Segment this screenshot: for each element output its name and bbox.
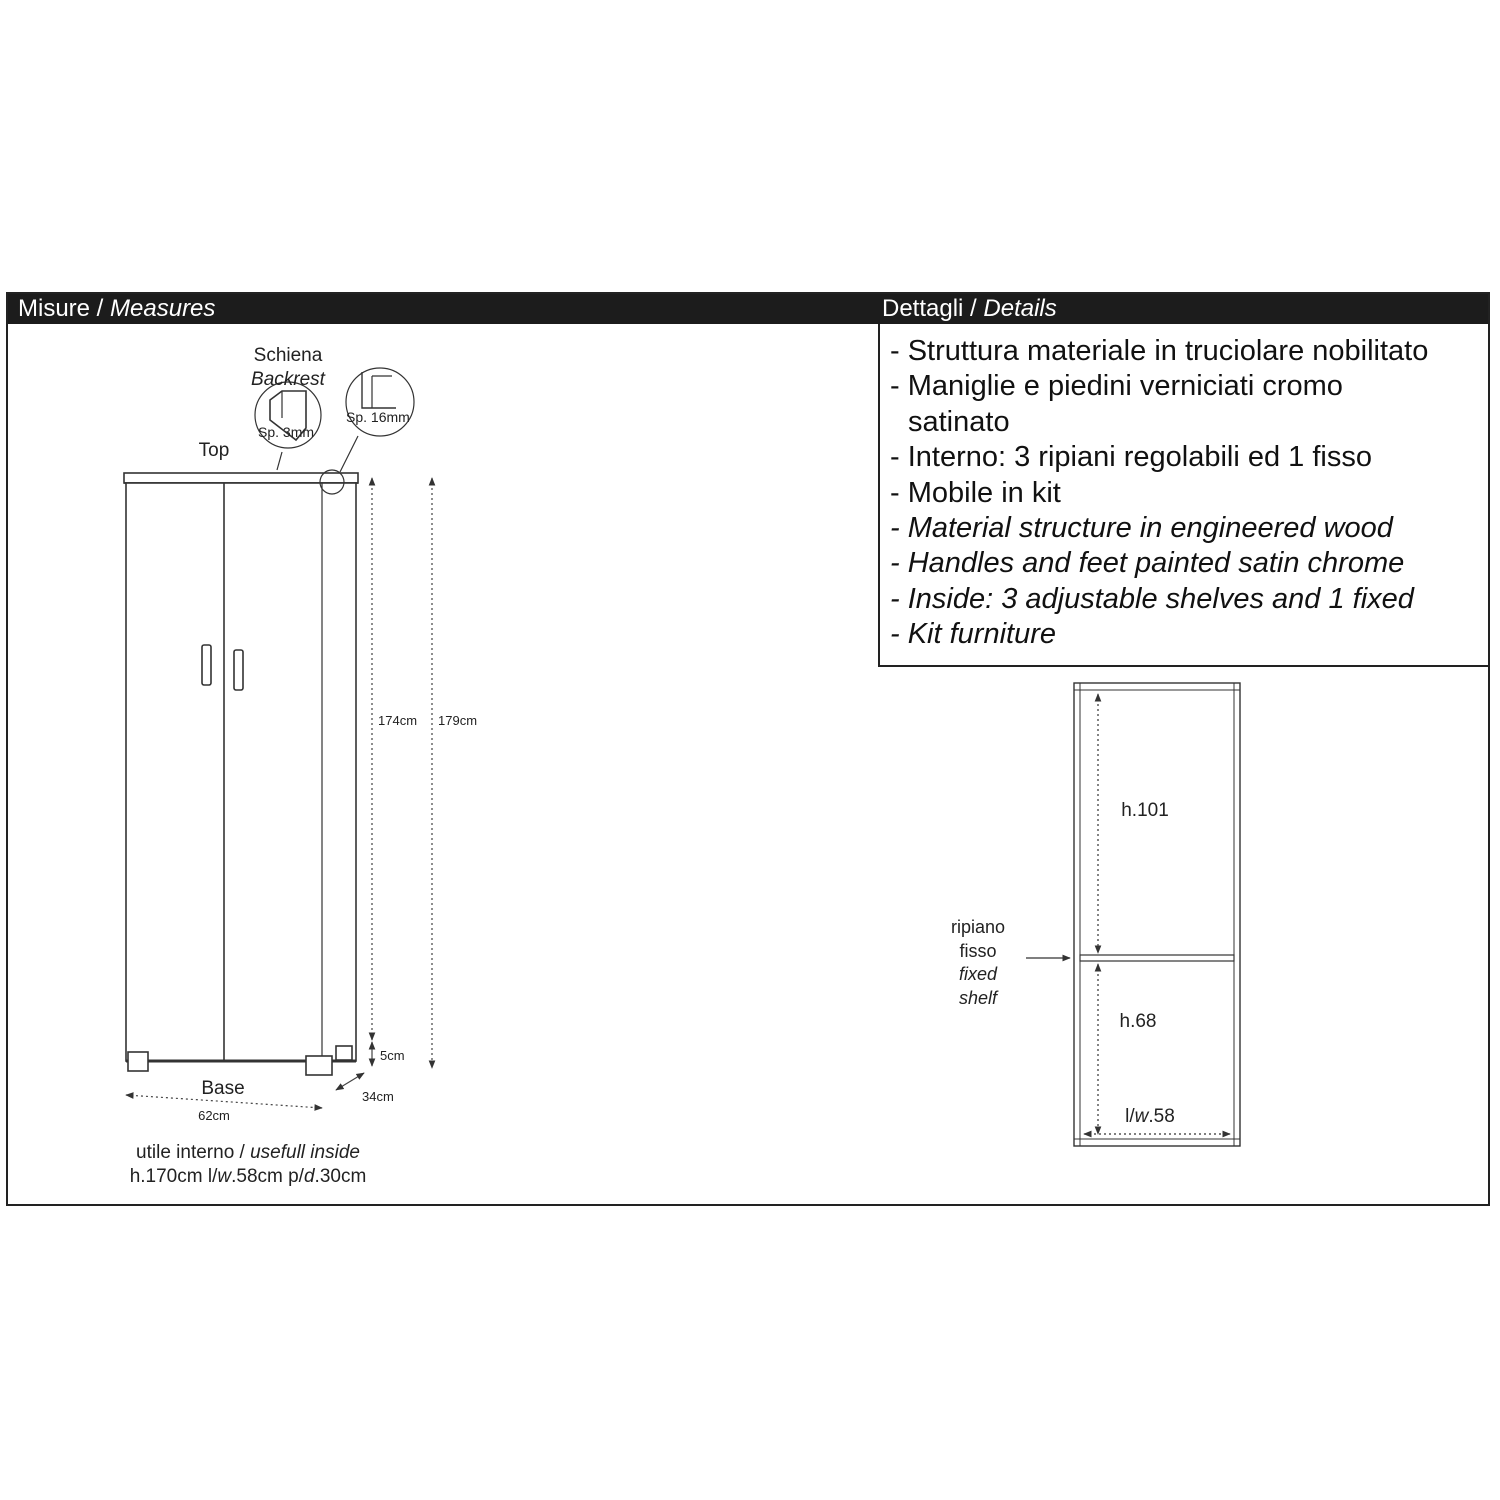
detail-item: - Mobile in kit	[890, 476, 1061, 509]
fixed-shelf-label-it-2: fisso	[959, 941, 997, 961]
interior-drawing	[1026, 683, 1240, 1146]
top-label: Top	[198, 440, 230, 461]
fixed-shelf-label-it-1: ripiano	[950, 917, 1006, 937]
backrest-label-en: Backrest	[251, 369, 325, 390]
useful-dims-end: .30cm	[314, 1166, 367, 1187]
useful-dims-w: w	[217, 1166, 232, 1187]
backrest-leader-line	[277, 452, 282, 470]
detail-item: satinato	[908, 405, 1010, 438]
useful-dims-mid: .58cm p/	[231, 1166, 304, 1187]
height-total-label: 179cm	[438, 713, 478, 728]
front-right-foot	[306, 1056, 332, 1075]
panel-leader-line	[340, 436, 358, 472]
front-left-foot	[128, 1052, 148, 1071]
detail-item: - Material structure in engineered wood	[890, 512, 1393, 545]
cabinet-drawing	[124, 368, 414, 1075]
panel-section-shape	[362, 372, 396, 408]
base-label: Base	[201, 1078, 245, 1099]
detail-item: - Kit furniture	[890, 618, 1056, 651]
details-header-it: Dettagli	[882, 295, 964, 322]
backrest-label-it: Schiena	[253, 345, 323, 366]
detail-item: - Interno: 3 ripiani regolabili ed 1 fisso	[890, 441, 1372, 474]
useful-inside-it: utile interno	[136, 1142, 235, 1163]
interior-outer-frame	[1074, 683, 1240, 1146]
inner-width-w: w	[1134, 1106, 1149, 1127]
backrest-thickness-label: Sp. 3mm	[258, 424, 315, 440]
fixed-shelf	[1080, 955, 1234, 961]
depth-line	[336, 1073, 364, 1090]
useful-dims-h: h.170cm l/	[129, 1166, 218, 1187]
inner-width-prefix: l/	[1125, 1106, 1135, 1127]
inner-width-label	[1125, 1106, 1175, 1127]
detail-item: - Struttura materiale in truciolare nobilitato	[890, 335, 1429, 367]
useful-inside-dimensions	[130, 1166, 367, 1187]
details-header-sep: /	[963, 295, 984, 322]
lower-height-label: h.68	[1119, 1011, 1157, 1032]
details-header-en: Details	[983, 295, 1057, 322]
height-body-label: 174cm	[378, 713, 418, 728]
measures-header-sep: /	[90, 295, 111, 322]
fixed-shelf-label-en-1: fixed	[958, 964, 998, 984]
width-label: 62cm	[198, 1108, 230, 1123]
useful-inside-en: usefull inside	[250, 1142, 360, 1163]
upper-height-label: h.101	[1121, 800, 1169, 821]
measures-header-it: Misure	[18, 295, 91, 322]
panel-thickness-label: Sp. 16mm	[346, 409, 410, 425]
panel-detail-circle	[346, 368, 414, 436]
inner-width-suffix: .58	[1148, 1106, 1175, 1127]
measures-header-en: Measures	[110, 295, 216, 322]
fixed-shelf-label-en-2: shelf	[958, 988, 998, 1008]
feet-height-label: 5cm	[380, 1048, 405, 1063]
depth-label: 34cm	[362, 1089, 394, 1104]
rear-right-foot	[336, 1046, 352, 1060]
detail-item: - Inside: 3 adjustable shelves and 1 fixed	[890, 582, 1414, 615]
useful-inside-label	[136, 1142, 360, 1163]
detail-item: - Maniglie e piedini verniciati cromo	[890, 370, 1343, 403]
useful-dims-d: d	[303, 1166, 315, 1187]
detail-item: - Handles and feet painted satin chrome	[890, 547, 1405, 580]
useful-inside-sep: /	[234, 1142, 251, 1163]
